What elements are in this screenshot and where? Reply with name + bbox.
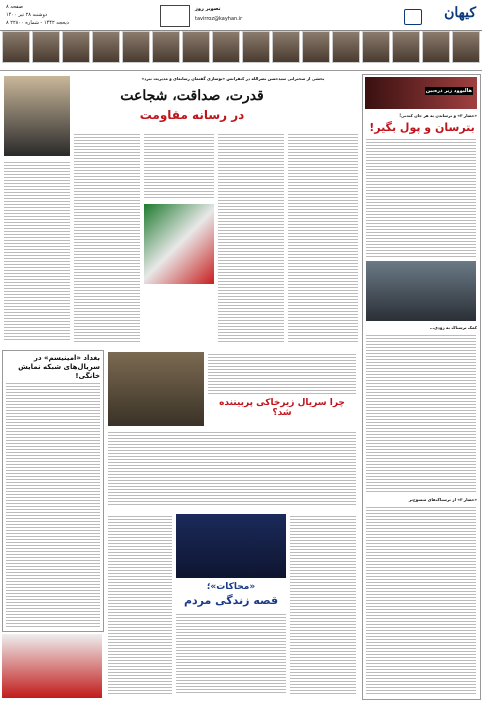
binoculars-photo bbox=[108, 352, 204, 426]
contributors-strip bbox=[0, 31, 482, 71]
left-headline: بغداد «امینیسم» در سریال‌های شبکه نمایش خانگی! bbox=[18, 354, 100, 380]
contributor-photo bbox=[452, 31, 480, 63]
center-headline: چرا سریال زیرخاکی پربیننده شد؟ bbox=[219, 398, 345, 418]
contributor-photo bbox=[182, 31, 210, 63]
tv-studio-photo bbox=[176, 514, 286, 578]
bottom-article bbox=[106, 512, 358, 698]
contributor-photo bbox=[152, 31, 180, 63]
right-body-text-3 bbox=[366, 505, 476, 695]
contributor-photo bbox=[422, 31, 450, 63]
section-label: تصویر روز bbox=[195, 6, 221, 12]
bottom-col-3 bbox=[290, 514, 356, 694]
feature-col-2 bbox=[74, 132, 140, 342]
feature-article bbox=[2, 74, 360, 344]
contributor-photo bbox=[332, 31, 360, 63]
contributor-photo bbox=[122, 31, 150, 63]
right-headline: بترسان و پول بگیر! bbox=[369, 121, 475, 134]
contributor-photo bbox=[62, 31, 90, 63]
left-article bbox=[2, 350, 104, 632]
right-body-text bbox=[366, 137, 476, 257]
contributor-photo bbox=[92, 31, 120, 63]
feature-headline: قدرت، صداقت، شجاعت bbox=[120, 88, 264, 104]
feature-col-3 bbox=[144, 132, 214, 200]
site-address[interactable]: tavirroz@kayhan.ir bbox=[195, 16, 243, 22]
contributor-photo bbox=[32, 31, 60, 63]
bottom-headline: قصه زندگی مردم bbox=[183, 594, 279, 607]
contributor-photo bbox=[212, 31, 240, 63]
flags-photo bbox=[144, 204, 214, 284]
section-emblem-icon bbox=[160, 5, 190, 27]
masthead bbox=[0, 0, 482, 31]
right-sub1: کمک ترسناک به زودی... bbox=[429, 325, 477, 330]
hollywood-photo bbox=[365, 77, 477, 109]
right-sub2: «حضار ۳» از ترسناک‌های منسوخ‌تر bbox=[408, 497, 477, 502]
contributor-photo bbox=[362, 31, 390, 63]
right-body-text-2 bbox=[366, 333, 476, 493]
blood-graphic bbox=[2, 634, 102, 698]
contributor-photo bbox=[2, 31, 30, 63]
feature-col-4 bbox=[218, 132, 284, 342]
date-line: دوشنبه ۲۸ تیر ۱۴۰۰ bbox=[6, 12, 48, 18]
horror-film-photo bbox=[366, 261, 476, 321]
contributor-photo bbox=[302, 31, 330, 63]
center-body-text bbox=[108, 430, 356, 506]
right-column bbox=[362, 74, 481, 700]
issue-line: ۸ ذیحجه ۱۴۴۲ - شماره ۲۲۸۰۰ bbox=[6, 20, 70, 26]
newspaper-logo: کیهان bbox=[444, 5, 476, 21]
bottom-kicker: «محاکات»؛ bbox=[206, 582, 256, 592]
contributor-photo bbox=[392, 31, 420, 63]
logo-emblem-icon bbox=[404, 9, 422, 25]
feature-subhead: در رسانه مقاومت bbox=[139, 108, 245, 122]
feature-col-5 bbox=[288, 132, 358, 342]
center-body-top bbox=[208, 352, 356, 394]
center-article bbox=[106, 350, 358, 510]
contributor-photo bbox=[272, 31, 300, 63]
feature-kicker: بخشی از سخنرانی سیدحسن نصرالله در کنفرانس «توسازی گفتمان رسانه‌ای و مدیریت نبرد» bbox=[141, 76, 325, 81]
right-kicker: «حضار ۳» و ترساندن به هر جان کندنی! bbox=[399, 113, 477, 118]
nasrallah-photo bbox=[4, 76, 70, 156]
bottom-col-2 bbox=[176, 612, 286, 694]
page-label: صفحه ۸ bbox=[6, 4, 23, 10]
photo-caption: هالیوود زیر ذره‌بین bbox=[425, 88, 472, 94]
left-body-text bbox=[6, 381, 100, 627]
feature-col-1 bbox=[4, 160, 70, 340]
contributor-photo bbox=[242, 31, 270, 63]
bottom-col-1 bbox=[108, 514, 172, 694]
